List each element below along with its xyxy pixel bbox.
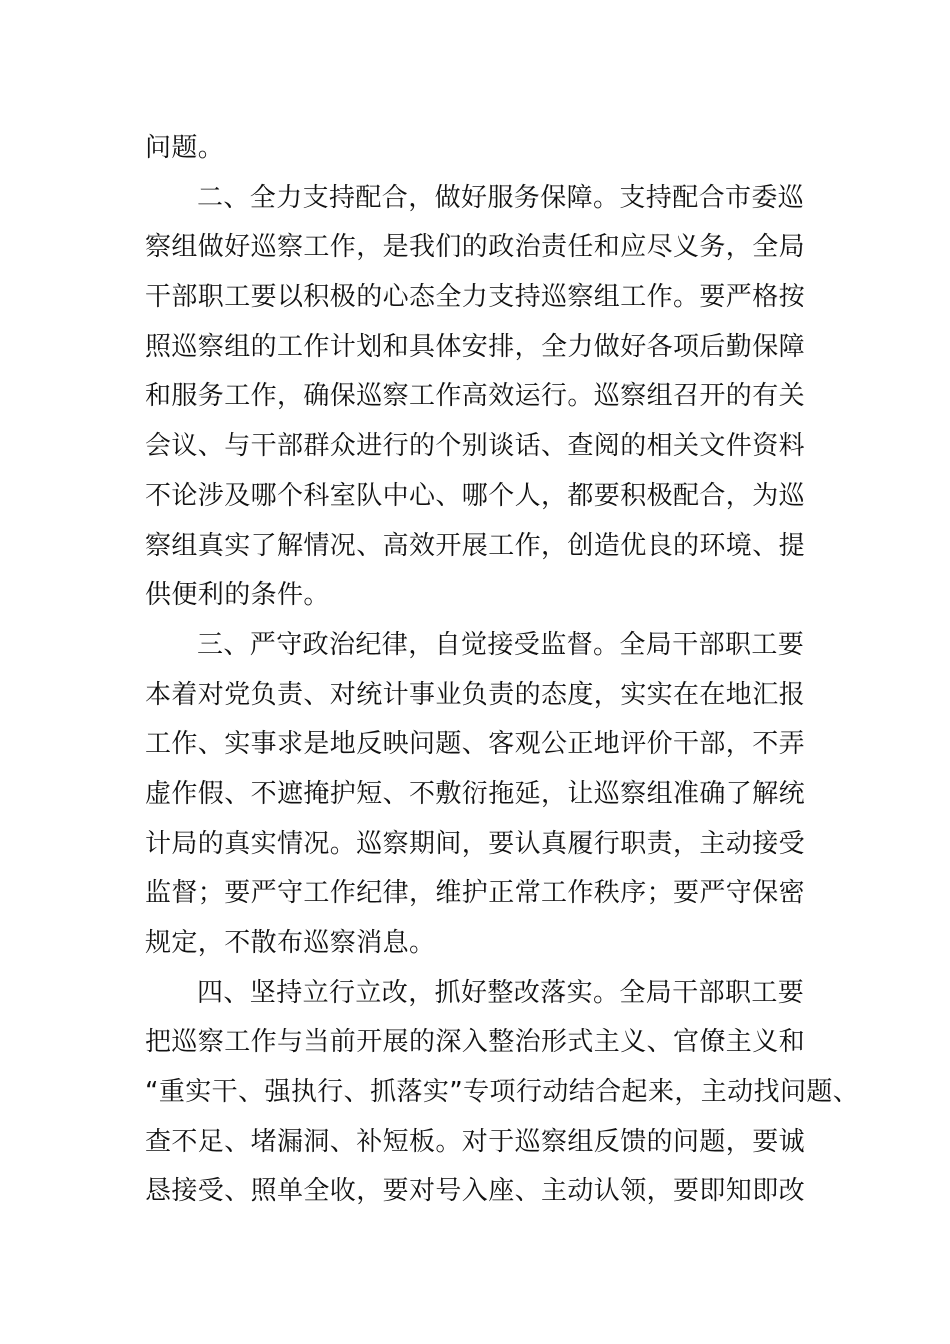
- text-line: 供便利的条件。: [145, 580, 330, 611]
- text-line: 干部职工要以积极的心态全力支持巡察组工作。要严格按: [145, 282, 806, 313]
- text-line-section-4-heading: 四、坚持立行立改，抓好整改落实。全局干部职工要: [197, 977, 805, 1008]
- text-line-section-2-heading: 二、全力支持配合，做好服务保障。支持配合市委巡: [197, 182, 805, 213]
- text-line: 工作、实事求是地反映问题、客观公正地评价干部，不弄: [145, 729, 806, 760]
- text-line: 不论涉及哪个科室队中心、哪个人，都要积极配合，为巡: [145, 480, 806, 511]
- text-line: 把巡察工作与当前开展的深入整治形式主义、官僚主义和: [145, 1027, 806, 1058]
- text-line: 察组真实了解情况、高效开展工作，创造优良的环境、提: [145, 530, 806, 561]
- text-line: “重实干、强执行、抓落实”专项行动结合起来，主动找问题、: [145, 1077, 860, 1108]
- text-line: 和服务工作，确保巡察工作高效运行。巡察组召开的有关: [145, 381, 806, 412]
- body-text: [145, 124, 860, 1217]
- text-line: 查不足、堵漏洞、补短板。对于巡察组反馈的问题，要诚: [145, 1126, 806, 1157]
- text-line: 虚作假、不遮掩护短、不敷衍拖延，让巡察组准确了解统: [145, 778, 806, 809]
- text-line: 问题。: [145, 133, 225, 163]
- text-line: 照巡察组的工作计划和具体安排，全力做好各项后勤保障: [145, 331, 806, 362]
- text-line: 察组做好巡察工作，是我们的政治责任和应尽义务，全局: [145, 232, 806, 263]
- text-line: 计局的真实情况。巡察期间，要认真履行职责，主动接受: [145, 828, 806, 859]
- text-line: 监督；要严守工作纪律，维护正常工作秩序；要严守保密: [145, 878, 806, 909]
- text-line: 本着对党负责、对统计事业负责的态度，实实在在地汇报: [145, 679, 806, 710]
- text-line: 规定，不散布巡察消息。: [145, 928, 436, 958]
- text-line-section-3-heading: 三、严守政治纪律，自觉接受监督。全局干部职工要: [197, 629, 805, 660]
- text-line: 会议、与干部群众进行的个别谈话、查阅的相关文件资料: [145, 431, 806, 462]
- text-line: 恳接受、照单全收，要对号入座、主动认领，要即知即改: [145, 1176, 806, 1207]
